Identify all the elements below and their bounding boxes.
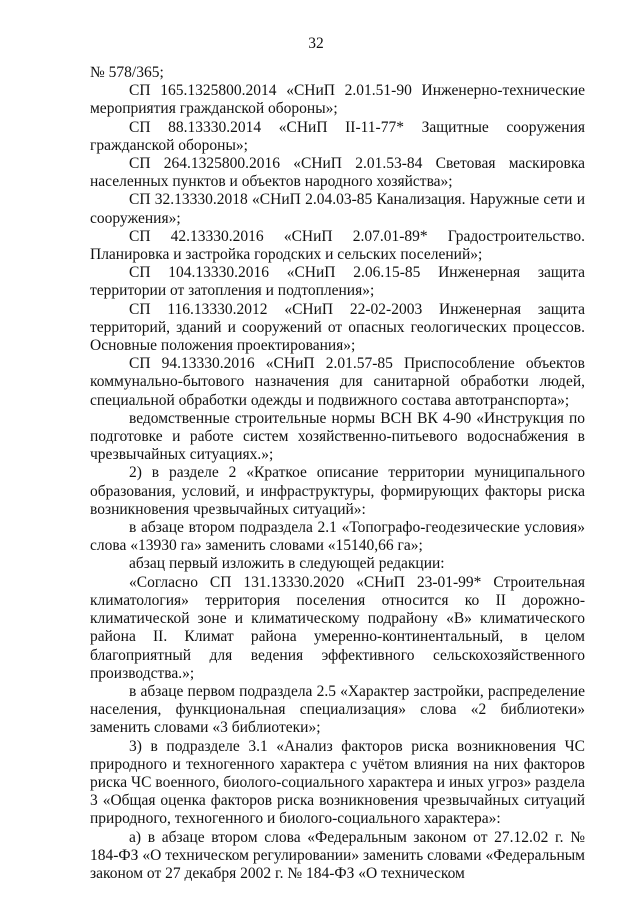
paragraph: СП 88.13330.2014 «СНиП II-11-77* Защитные сооружения гражданской обороны»; — [90, 118, 585, 154]
paragraph: СП 116.13330.2012 «СНиП 22-02-2003 Инженерная защита территорий, зданий и сооружений от опасных геологических процессов. Основные положения проектирования»; — [90, 300, 585, 355]
paragraph: СП 165.1325800.2014 «СНиП 2.01.51-90 Инженерно-технические мероприятия гражданской обороны»; — [90, 82, 585, 118]
paragraph: СП 32.13330.2018 «СНиП 2.04.03-85 Канализация. Наружные сети и сооружения»; — [90, 191, 585, 227]
paragraph: 3) в подразделе 3.1 «Анализ факторов риска возникновения ЧС природного и техногенного характера с учётом влияния на них факторов риска ЧС военного, биолого-социального характера и иных угроз» раздела 3 «Общая оценка факторов риска возникновения чрезвычайных ситуаций природного, техногенного и биолого-социального характера»: — [90, 737, 585, 828]
document-body — [90, 64, 585, 883]
paragraph: в абзаце втором подраздела 2.1 «Топографо-геодезические условия» слова «13930 га» заменить словами «15140,66 га»; — [90, 519, 585, 555]
paragraph: СП 264.1325800.2016 «СНиП 2.01.53-84 Световая маскировка населенных пунктов и объектов народного хозяйства»; — [90, 155, 585, 191]
paragraph: в абзаце первом подраздела 2.5 «Характер застройки, распределение населения, функциональная специализация» слова «2 библиотеки» заменить словами «3 библиотеки»; — [90, 682, 585, 737]
paragraph: ведомственные строительные нормы ВСН ВК 4-90 «Инструкция по подготовке и работе систем хозяйственно-питьевого водоснабжения в чрезвычайных ситуациях.»; — [90, 409, 585, 464]
paragraph: абзац первый изложить в следующей редакции: — [129, 555, 445, 573]
page-number: 32 — [308, 35, 324, 52]
paragraph: СП 42.13330.2016 «СНиП 2.07.01-89* Градостроительство. Планировка и застройка городских и сельских поселений»; — [90, 227, 585, 264]
paragraph: а) в абзаце втором слова «Федеральным законом от 27.12.02 г. № 184-ФЗ «О техническом регулировании» заменить словами «Федеральным законом от 27 декабря 2002 г. № 184-ФЗ «О техническом — [90, 828, 585, 882]
paragraph: СП 104.13330.2016 «СНиП 2.06.15-85 Инженерная защита территории от затопления и подтопления»; — [90, 264, 585, 300]
paragraph: «Согласно СП 131.13330.2020 «СНиП 23-01-99* Строительная климатология» территория поселения относится ко II дорожно-климатической зоне и климатическому подрайону «В» климатического района II. Климат района умеренно-континентальный, в целом благоприятный для ведения эффективного сельскохозяйственного производства.»; — [90, 573, 585, 682]
paragraph: СП 94.13330.2016 «СНиП 2.01.57-85 Приспособление объектов коммунально-бытового назначения для санитарной обработки людей, специальной обработки одежды и подвижного состава автотранспорта»; — [90, 355, 585, 409]
paragraph: № 578/365; — [90, 64, 164, 81]
paragraph: 2) в разделе 2 «Краткое описание территории муниципального образования, условий, и инфраструктуры, формирующих факторы риска возникновения чрезвычайных ситуаций»: — [90, 464, 585, 518]
